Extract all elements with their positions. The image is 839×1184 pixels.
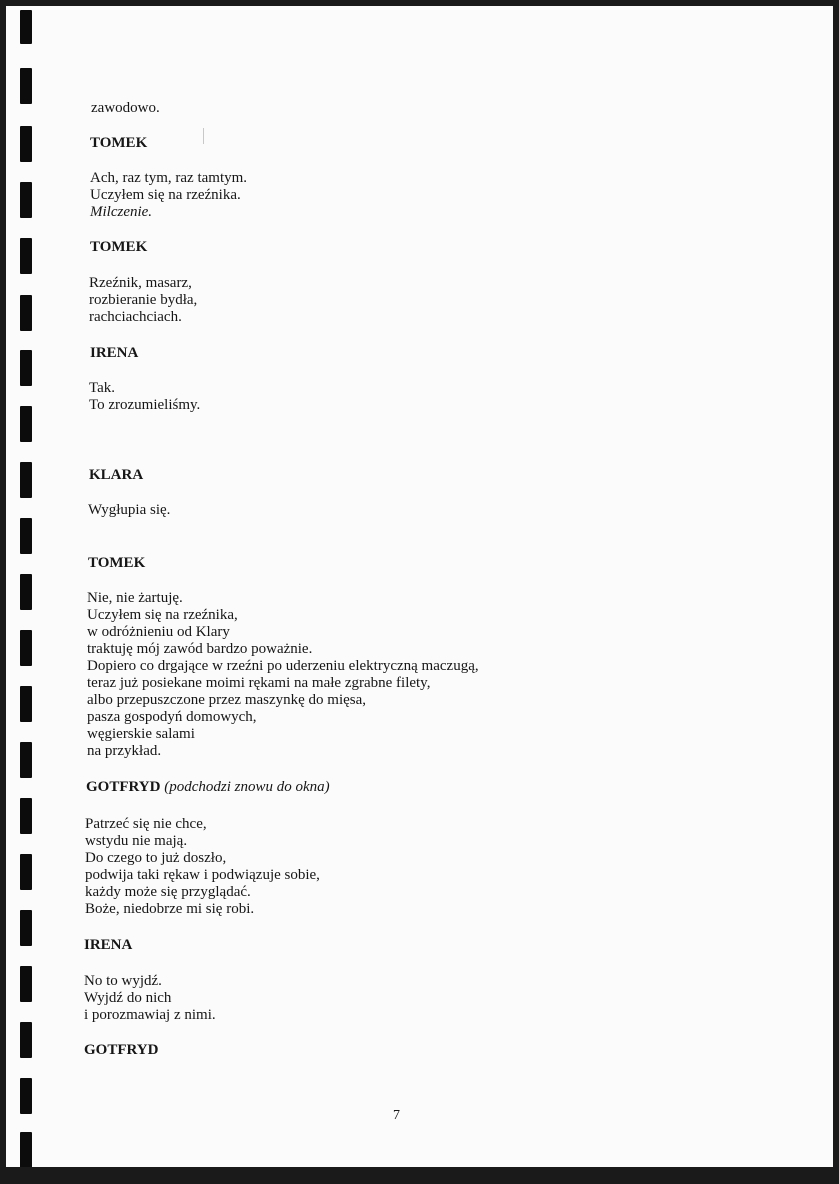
speaker-name: TOMEK	[90, 135, 148, 151]
dialogue-line: i porozmawiaj z nimi.	[84, 1007, 216, 1023]
dialogue-line: Patrzeć się nie chce,	[85, 816, 207, 832]
binder-hole	[20, 1078, 32, 1114]
paper-crease	[203, 128, 204, 144]
speaker-name: GOTFRYD	[86, 779, 161, 795]
dialogue-line: Rzeźnik, masarz,	[89, 275, 192, 291]
dialogue-line: Ach, raz tym, raz tamtym.	[90, 170, 248, 186]
binder-hole	[20, 182, 32, 218]
binder-hole	[20, 1022, 32, 1058]
binder-hole	[20, 10, 32, 44]
dialogue-line: Boże, niedobrze mi się robi.	[85, 901, 255, 917]
speaker-name: KLARA	[89, 467, 144, 483]
binder-hole	[20, 910, 32, 946]
speaker-name: IRENA	[84, 937, 133, 953]
dialogue-line: na przykład.	[87, 743, 162, 759]
dialogue-line: zawodowo.	[91, 100, 160, 116]
dialogue-line: Dopiero co drgające w rzeźni po uderzeniu elektryczną maczugą,	[87, 658, 479, 674]
dialogue-line: Tak.	[89, 380, 116, 396]
dialogue-line: węgierskie salami	[87, 726, 195, 742]
dialogue-line: rozbieranie bydła,	[89, 292, 198, 308]
binder-hole	[20, 126, 32, 162]
binder-hole	[20, 1132, 32, 1167]
binder-hole	[20, 350, 32, 386]
dialogue-line: wstydu nie mają.	[85, 833, 188, 849]
binder-hole	[20, 966, 32, 1002]
dialogue-line: pasza gospodyń domowych,	[87, 709, 257, 725]
stage-direction: (podchodzi znowu do okna)	[164, 779, 330, 795]
binder-hole	[20, 686, 32, 722]
speaker-name: GOTFRYD	[84, 1042, 159, 1058]
binder-hole	[20, 854, 32, 890]
binder-hole	[20, 68, 32, 104]
dialogue-line: No to wyjdź.	[84, 973, 162, 989]
binder-hole	[20, 462, 32, 498]
binder-hole	[20, 742, 32, 778]
document-page	[6, 6, 833, 1167]
binder-hole	[20, 238, 32, 274]
dialogue-line: albo przepuszczone przez maszynkę do mięsa,	[87, 692, 367, 708]
dialogue-line: podwija taki rękaw i podwiązuje sobie,	[85, 867, 320, 883]
dialogue-line: Do czego to już doszło,	[85, 850, 227, 866]
dialogue-line: Nie, nie żartuję.	[87, 590, 183, 606]
dialogue-line: każdy może się przyglądać.	[85, 884, 251, 900]
dialogue-line: rachciachciach.	[89, 309, 182, 325]
speaker-name: IRENA	[90, 345, 139, 361]
dialogue-line: Wygłupia się.	[88, 502, 171, 518]
stage-direction: Milczenie.	[90, 204, 153, 220]
dialogue-line: Uczyłem się na rzeźnika.	[90, 187, 241, 203]
speaker-name: TOMEK	[90, 239, 148, 255]
binder-hole	[20, 518, 32, 554]
speaker-name: TOMEK	[88, 555, 146, 571]
binder-hole	[20, 798, 32, 834]
page-number: 7	[393, 1108, 400, 1123]
dialogue-line: w odróżnieniu od Klary	[87, 624, 230, 640]
binder-hole	[20, 295, 32, 331]
dialogue-line: teraz już posiekane moimi rękami na małe zgrabne filety,	[87, 675, 431, 691]
binder-hole	[20, 574, 32, 610]
binder-hole	[20, 630, 32, 666]
dialogue-line: Uczyłem się na rzeźnika,	[87, 607, 238, 623]
dialogue-line: traktuję mój zawód bardzo poważnie.	[87, 641, 313, 657]
dialogue-line: To zrozumieliśmy.	[89, 397, 201, 413]
dialogue-line: Wyjdź do nich	[84, 990, 172, 1006]
binder-hole	[20, 406, 32, 442]
speaker-heading	[86, 779, 330, 796]
